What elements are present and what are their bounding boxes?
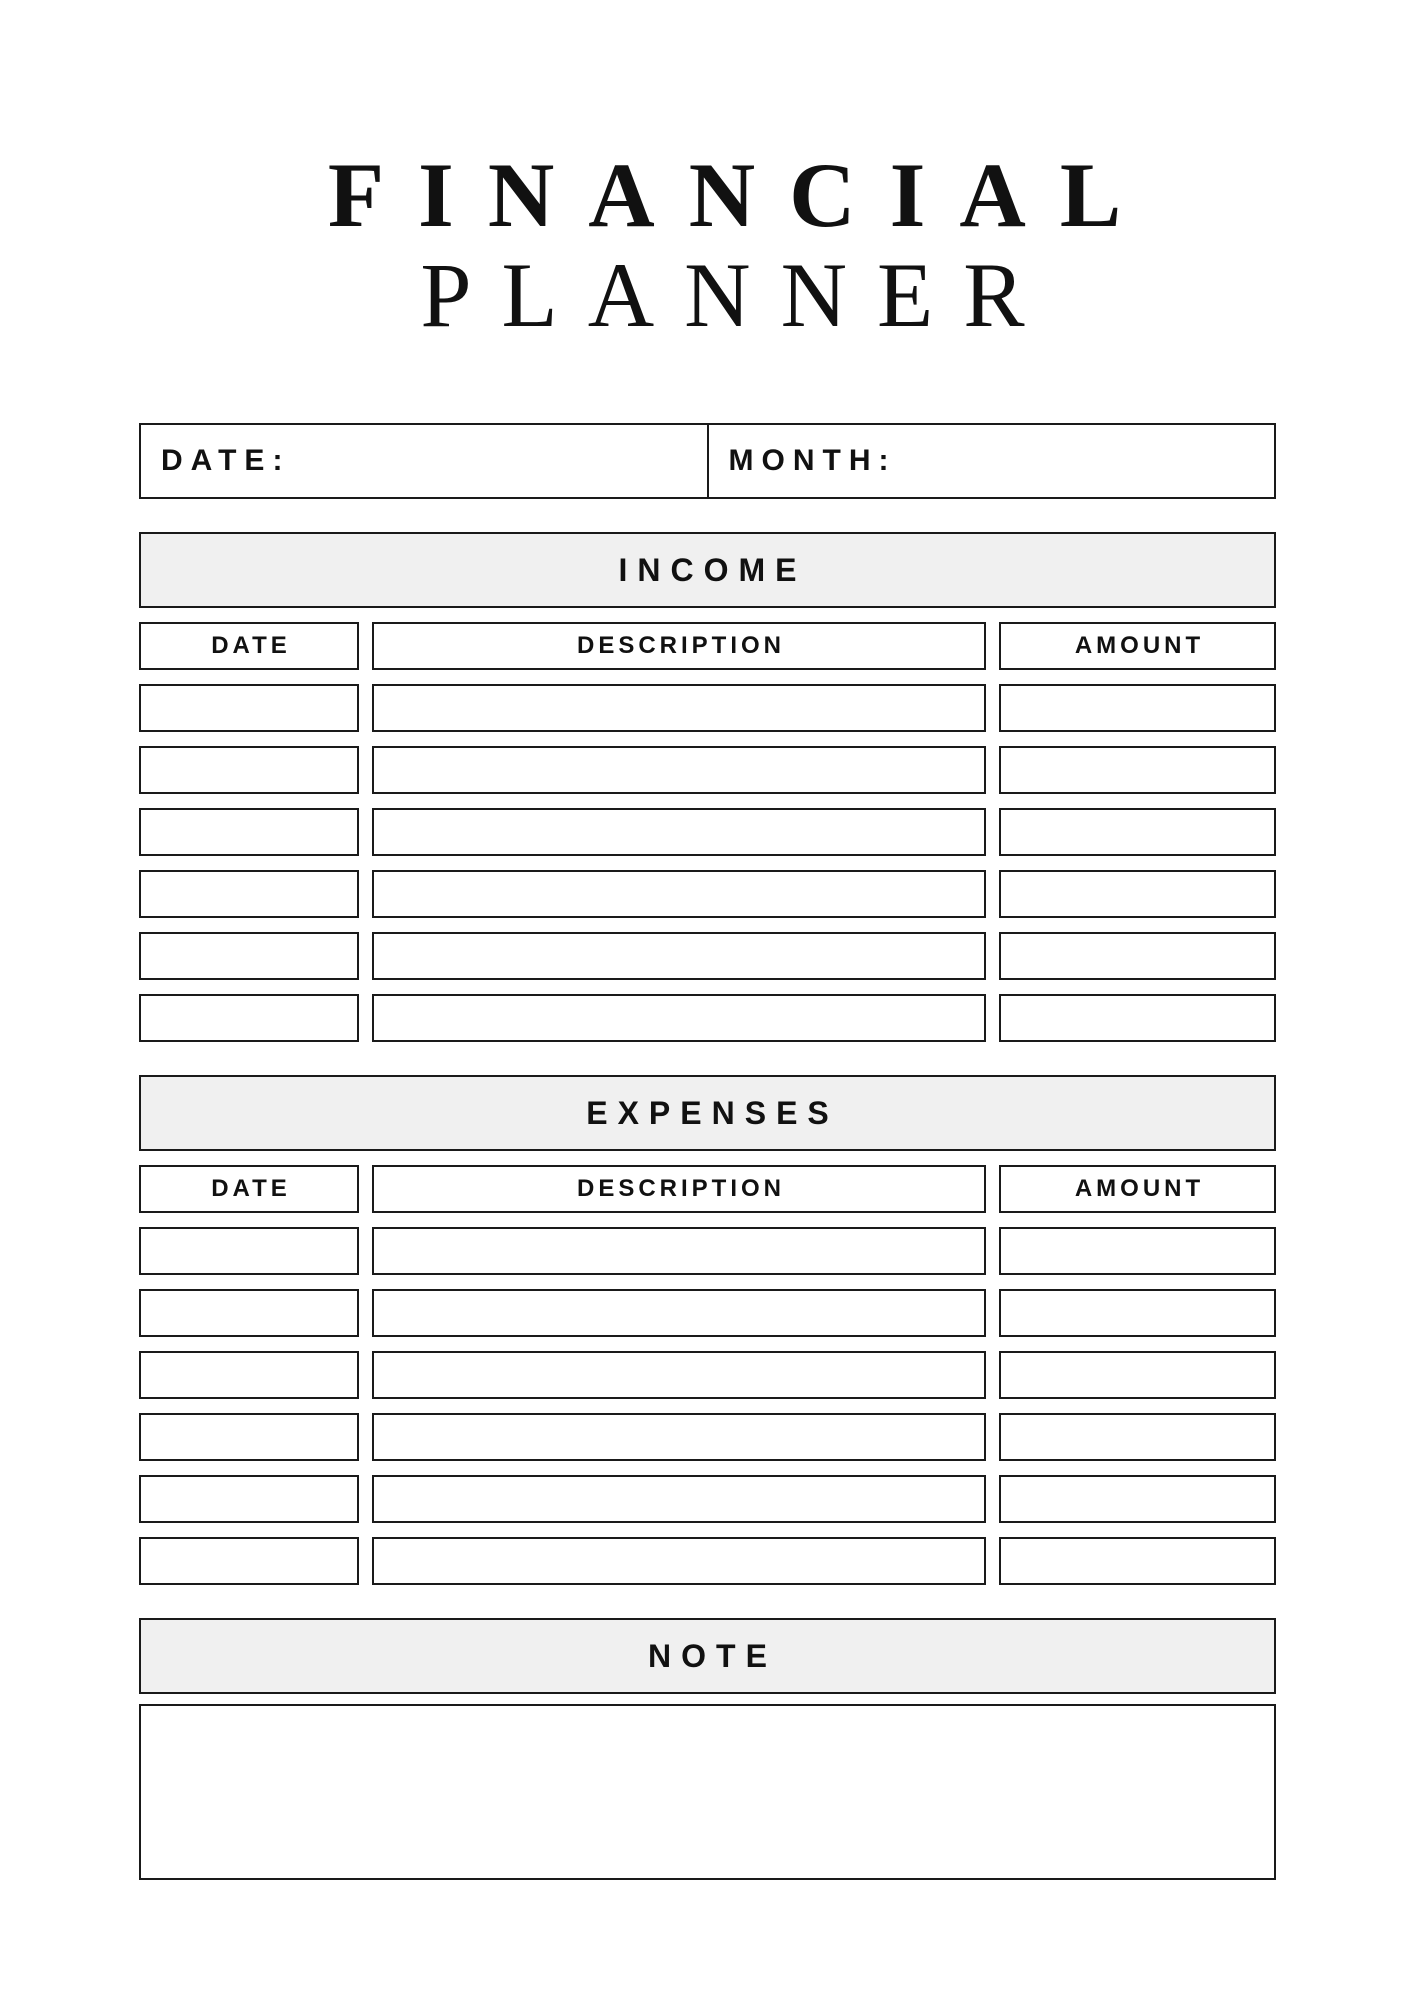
income-description-cell[interactable]	[372, 746, 986, 794]
month-field[interactable]	[707, 425, 1275, 497]
income-column-header-date: DATE	[139, 622, 359, 670]
income-column-header-description: DESCRIPTION	[372, 622, 986, 670]
income-column-header-amount: AMOUNT	[999, 622, 1276, 670]
income-amount-cell[interactable]	[999, 746, 1276, 794]
date-label: DATE:	[161, 444, 291, 477]
income-date-cell[interactable]	[139, 932, 359, 980]
income-description-cell[interactable]	[372, 932, 986, 980]
expenses-description-cell[interactable]	[372, 1289, 986, 1337]
expenses-description-cell[interactable]	[372, 1351, 986, 1399]
income-date-cell[interactable]	[139, 684, 359, 732]
income-amount-cell[interactable]	[999, 932, 1276, 980]
expenses-amount-cell[interactable]	[999, 1289, 1276, 1337]
expenses-description-cell[interactable]	[372, 1475, 986, 1523]
income-description-cell[interactable]	[372, 870, 986, 918]
income-description-cell[interactable]	[372, 808, 986, 856]
expenses-amount-cell[interactable]	[999, 1537, 1276, 1585]
expenses-date-cell[interactable]	[139, 1351, 359, 1399]
income-amount-cell[interactable]	[999, 994, 1276, 1042]
expenses-description-cell[interactable]	[372, 1537, 986, 1585]
month-label: MONTH:	[728, 444, 897, 477]
expenses-column-header-description: DESCRIPTION	[372, 1165, 986, 1213]
income-date-cell[interactable]	[139, 808, 359, 856]
expenses-column-header-amount: AMOUNT	[999, 1165, 1276, 1213]
date-field[interactable]	[141, 425, 707, 497]
expenses-date-cell[interactable]	[139, 1537, 359, 1585]
date-month-bar	[139, 423, 1276, 499]
income-amount-cell[interactable]	[999, 870, 1276, 918]
expenses-date-cell[interactable]	[139, 1475, 359, 1523]
expenses-amount-cell[interactable]	[999, 1227, 1276, 1275]
income-description-cell[interactable]	[372, 684, 986, 732]
expenses-amount-cell[interactable]	[999, 1351, 1276, 1399]
expenses-description-cell[interactable]	[372, 1413, 986, 1461]
expenses-date-cell[interactable]	[139, 1227, 359, 1275]
expenses-section-header: EXPENSES	[139, 1075, 1276, 1151]
expenses-column-header-date: DATE	[139, 1165, 359, 1213]
income-amount-cell[interactable]	[999, 684, 1276, 732]
note-section-header: NOTE	[139, 1618, 1276, 1694]
income-amount-cell[interactable]	[999, 808, 1276, 856]
expenses-amount-cell[interactable]	[999, 1413, 1276, 1461]
expenses-date-cell[interactable]	[139, 1289, 359, 1337]
income-date-cell[interactable]	[139, 746, 359, 794]
income-section-header: INCOME	[139, 532, 1276, 608]
income-description-cell[interactable]	[372, 994, 986, 1042]
income-date-cell[interactable]	[139, 870, 359, 918]
page-title-line-1: FINANCIAL	[327, 144, 1156, 246]
expenses-date-cell[interactable]	[139, 1413, 359, 1461]
expenses-description-cell[interactable]	[372, 1227, 986, 1275]
note-textarea[interactable]	[139, 1704, 1276, 1880]
expenses-amount-cell[interactable]	[999, 1475, 1276, 1523]
income-date-cell[interactable]	[139, 994, 359, 1042]
page-title-line-2: PLANNER	[420, 244, 1055, 346]
